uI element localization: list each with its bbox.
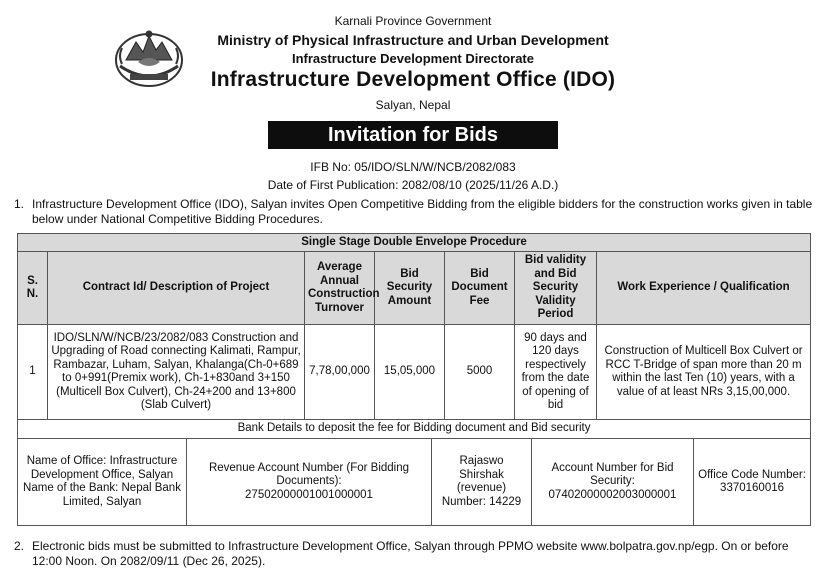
ministry-name: Ministry of Physical Infrastructure and Urban Development [217, 32, 609, 48]
col-header-document-fee: Bid Document Fee [445, 252, 515, 325]
bank-office-name: Name of Office: Infrastructure Development Office, Salyan [26, 455, 178, 481]
table-title: Single Stage Double Envelope Procedure [18, 234, 811, 252]
cell-bid-security: 15,05,000 [375, 325, 445, 420]
cell-qualification: Construction of Multicell Box Culvert or RCC T-Bridge of span more than 20 m within the last Ten (10) years, with a value of at least NRs 3,15,00,000. [597, 325, 811, 420]
publication-date: Date of First Publication: 2082/08/10 (2025/11/26 A.D.) [267, 178, 559, 192]
directorate-name: Infrastructure Development Directorate [291, 51, 534, 66]
bank-details-title: Bank Details to deposit the fee for Bidding document and Bid security [18, 420, 811, 439]
revenue-account-cell [186, 439, 431, 525]
col-header-description: Contract Id/ Description of Project [48, 252, 305, 325]
revenue-account-label: Revenue Account Number (For Bidding Documents): [208, 461, 410, 488]
rajaswo-number: Number: 14229 [441, 495, 522, 508]
bid-security-account-number: 07402000002003000001 [548, 488, 677, 501]
bid-security-account-cell [531, 439, 693, 525]
office-code-number: 3370160016 [720, 482, 785, 494]
note-number: 2. [14, 539, 25, 553]
bank-details-row [18, 439, 811, 526]
col-header-turnover: Average Annual Construction Turnover [305, 252, 375, 325]
bid-table [17, 233, 811, 526]
note-text: Electronic bids must be submitted to Infrastructure Development Office, Salyan through PPMO website www.bolpatra.gov.np/egp. On or before 12:00 Noon. On 2082/09/11 (Dec 26, 2025). [32, 539, 789, 568]
rajaswo-label: Rajaswo Shirshak (revenue) [456, 455, 507, 494]
col-header-bid-security: Bid Security Amount [375, 252, 445, 325]
col-header-sn: S. N. [18, 252, 48, 325]
page-title-banner: Invitation for Bids [268, 121, 558, 149]
table-row [18, 325, 811, 420]
cell-turnover: 7,78,00,000 [305, 325, 375, 420]
office-code-label: Office Code Number: [698, 468, 806, 481]
cell-sn: 1 [18, 325, 48, 420]
col-header-qualification: Work Experience / Qualification [597, 252, 811, 325]
intro-paragraph [14, 197, 814, 227]
intro-number: 1. [14, 197, 25, 211]
bank-name: Name of the Bank: Nepal Bank Limited, Salyan [23, 482, 181, 508]
office-location: Salyan, Nepal [375, 98, 451, 112]
bid-security-account-label: Account Number for Bid Security: [551, 461, 674, 488]
office-title: Infrastructure Development Office (IDO) [210, 68, 616, 91]
intro-text: Infrastructure Development Office (IDO), Salyan invites Open Competitive Bidding from the eligible bidders for the construction works given in table below under National Competitive Bidding Procedures. [32, 197, 813, 226]
submission-note [14, 539, 814, 569]
ifb-number: IFB No: 05/IDO/SLN/W/NCB/2082/083 [310, 160, 516, 174]
office-code-cell [693, 439, 810, 525]
cell-document-fee: 5000 [445, 325, 515, 420]
rajaswo-cell [431, 439, 531, 525]
col-header-validity: Bid validity and Bid Security Validity Period [515, 252, 597, 325]
cell-description: IDO/SLN/W/NCB/23/2082/083 Construction and Upgrading of Road connecting Kalimati, Rampur, Rambazar, Luham, Salyan, Khalanga(Ch-0+689 to 0+991(Premix work), Ch-1+830and 3+150 (Multicell Box Culvert), Ch-24+200 and 13+800 (Slab Culvert) [48, 325, 305, 420]
cell-validity: 90 days and 120 days respectively from the date of opening of bid [515, 325, 597, 420]
bank-office-cell [18, 439, 186, 525]
government-name: Karnali Province Government [334, 14, 492, 28]
revenue-account-number: 27502000001001000001 [245, 488, 373, 501]
